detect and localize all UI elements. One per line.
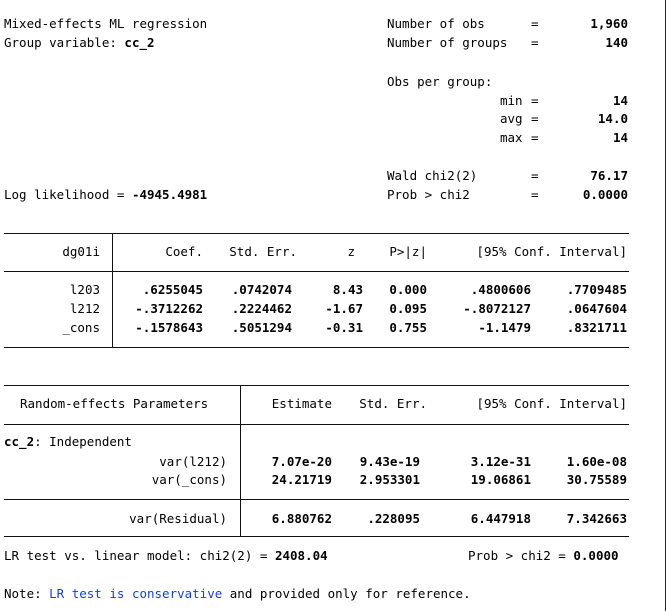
std-err-value: .5051294 [231, 320, 292, 335]
ngroups-equals: = [531, 35, 539, 50]
random-effects-header: Random-effects Parameters [20, 396, 209, 411]
ci-low-value: 3.12e-31 [470, 454, 531, 469]
note-suffix: and provided only for reference. [222, 586, 471, 601]
group-variable-value: cc_2 [124, 35, 155, 50]
col-conf-interval: [95% Conf. Interval] [476, 244, 627, 259]
lr-conservative-link[interactable]: LR test is conservative [49, 586, 223, 601]
random-group-name: cc_2 [4, 434, 35, 449]
z-value: 8.43 [332, 282, 363, 297]
row-name: var(l212) [159, 454, 227, 469]
random-group-type: : Independent [34, 434, 132, 449]
obs-per-group-label: Obs per group: [387, 74, 493, 89]
lr-prob-line [468, 548, 619, 564]
std-err-value: .0742074 [231, 282, 292, 297]
prob-value: 0.0000 [582, 187, 628, 202]
random-sep-left [4, 424, 240, 425]
random-table-divider [240, 385, 241, 536]
col-std-err: Std. Err. [229, 244, 297, 259]
random-table-bottom-rule [4, 536, 629, 537]
avg-value: 14.0 [597, 111, 628, 126]
p-value: 0.095 [389, 301, 427, 316]
coef-value: -.1578643 [135, 320, 203, 335]
residual-name: var(Residual) [129, 511, 227, 526]
avg-equals: = [531, 111, 539, 126]
ci-low-value: 6.447918 [470, 511, 531, 526]
estimate-value: 7.07e-20 [271, 454, 332, 469]
ci-high-value: .7709485 [566, 282, 627, 297]
avg-label: avg [500, 111, 523, 126]
col-conf-interval: [95% Conf. Interval] [476, 396, 627, 411]
p-value: 0.000 [389, 282, 427, 297]
ci-low-value: -1.1479 [478, 320, 531, 335]
residual-sep-right [241, 499, 629, 500]
coef-value: .6255045 [142, 282, 203, 297]
wald-value: 76.17 [590, 168, 628, 183]
ci-low-value: 19.06861 [470, 472, 531, 487]
note-prefix: Note: [4, 586, 50, 601]
residual-sep-left [4, 499, 240, 500]
estimate-value: 24.21719 [271, 472, 332, 487]
lr-test-label: LR test vs. linear model: chi2(2) = [4, 548, 268, 563]
dependent-variable: dg01i [62, 244, 100, 259]
log-likelihood-value: -4945.4981 [131, 187, 208, 202]
coef-value: -.3712262 [135, 301, 203, 316]
ci-high-value: .0647604 [566, 301, 627, 316]
min-equals: = [531, 93, 539, 108]
p-value: 0.755 [389, 320, 427, 335]
ngroups-label: Number of groups [387, 35, 508, 50]
std-err-value: 9.43e-19 [359, 454, 420, 469]
max-equals: = [531, 130, 539, 145]
max-label: max [500, 130, 523, 145]
min-label: min [500, 93, 523, 108]
col-coef: Coef. [165, 244, 203, 259]
fixed-sep-right [113, 271, 629, 272]
nobs-label: Number of obs [387, 16, 485, 31]
log-likelihood-label: Log likelihood = [4, 187, 125, 202]
row-name: l212 [69, 301, 100, 316]
lr-prob-label: Prob > chi2 = [468, 548, 566, 563]
ngroups-value: 140 [605, 35, 628, 50]
lr-prob-value: 0.0000 [573, 548, 619, 563]
max-value: 14 [612, 130, 628, 145]
nobs-equals: = [531, 16, 539, 31]
row-name: l203 [69, 282, 100, 297]
log-likelihood-line [4, 187, 207, 203]
ci-high-value: 7.342663 [566, 511, 627, 526]
fixed-table-top-rule [4, 233, 629, 234]
fixed-table-bottom-rule [4, 347, 629, 348]
std-err-value: .228095 [367, 511, 420, 526]
min-value: 14 [612, 93, 628, 108]
note-line [4, 586, 471, 602]
z-value: -0.31 [325, 320, 363, 335]
std-err-value: .2224462 [231, 301, 292, 316]
estimate-value: 6.880762 [271, 511, 332, 526]
ci-high-value: 1.60e-08 [566, 454, 627, 469]
random-group-line [4, 434, 132, 450]
ci-high-value: 30.75589 [566, 472, 627, 487]
prob-label: Prob > chi2 [387, 187, 470, 202]
lr-test-line [4, 548, 328, 564]
wald-equals: = [531, 168, 539, 183]
wald-label: Wald chi2(2) [387, 168, 478, 183]
std-err-value: 2.953301 [359, 472, 420, 487]
row-name: var(_cons) [151, 472, 227, 487]
col-estimate: Estimate [271, 396, 332, 411]
group-variable-line [4, 35, 155, 51]
ci-high-value: .8321711 [566, 320, 627, 335]
row-name: _cons [62, 320, 100, 335]
col-p-value: P>|z| [389, 244, 427, 259]
random-table-top-rule [4, 385, 629, 386]
z-value: -1.67 [325, 301, 363, 316]
random-sep-right [241, 424, 629, 425]
prob-equals: = [531, 187, 539, 202]
group-variable-label: Group variable: [4, 35, 117, 50]
ci-low-value: .4800606 [470, 282, 531, 297]
col-std-err: Std. Err. [359, 396, 427, 411]
col-z: z [347, 244, 355, 259]
nobs-value: 1,960 [590, 16, 628, 31]
fixed-table-divider [112, 233, 113, 347]
model-title: Mixed-effects ML regression [4, 16, 208, 31]
lr-test-value: 2408.04 [274, 548, 328, 563]
fixed-sep-left [4, 271, 112, 272]
ci-low-value: -.8072127 [463, 301, 531, 316]
